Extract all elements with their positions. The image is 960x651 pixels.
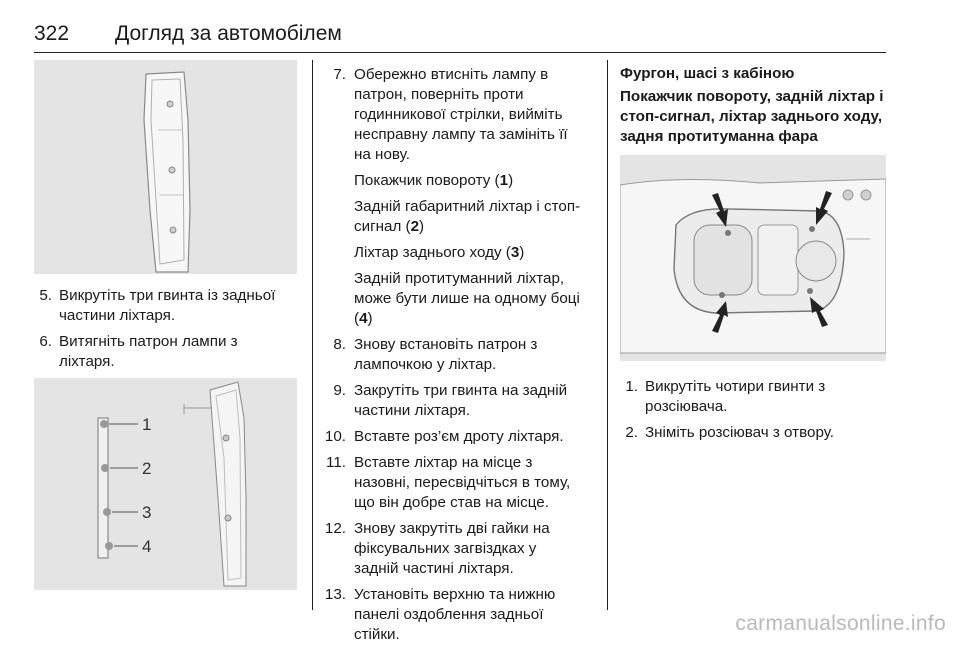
column-left: [34, 60, 297, 590]
bulb-fog: Задній протитуманний ліхтар, може бути лише на одному боці (4): [354, 270, 580, 327]
step-8: 8. Знову встановіть патрон з лампочкою у ліхтар.: [333, 336, 538, 373]
callout-3: 3: [142, 503, 152, 522]
van-lamp-illustration: [620, 155, 886, 361]
column-divider-2: [607, 60, 608, 610]
steps-list-left: [34, 286, 297, 372]
step-11: 11. Вставте ліхтар на місце з назовні, пересвідчіться в тому, що він добре став на місце.: [326, 454, 571, 511]
page-title: Догляд за автомобілем: [115, 22, 342, 45]
section-subheading: Покажчик повороту, задній ліхтар і стоп-сигнал, ліхтар заднього ходу, задня протитуманна фара: [620, 88, 884, 145]
step-10: 10. Вставте роз’єм дроту ліхтаря.: [324, 428, 564, 445]
steps-list-right: [620, 377, 886, 443]
column-right: [620, 60, 886, 449]
step-1-remove-screws: 1. Викрутіть чотири гвинти з розсіювача.: [625, 378, 826, 415]
lamp-holder-illustration: [34, 378, 297, 590]
section-heading: Фургон, шасі з кабіною: [620, 65, 795, 82]
step-6: 6. Витягніть патрон лампи з ліхтаря.: [39, 333, 238, 370]
page-header: [34, 20, 886, 53]
step-12: 12. Знову закрутіть дві гайки на фіксувальних загвіздках у задній частині ліхтаря.: [324, 520, 550, 577]
step-5: 5. Викрутіть три гвинта із задньої частини ліхтаря.: [39, 287, 276, 324]
step-2-remove-lens: 2. Зніміть розсіювач з отвору.: [625, 424, 835, 441]
column-middle: [322, 60, 584, 651]
bulb-turn-signal: Покажчик повороту (1): [354, 172, 514, 189]
callout-2: 2: [142, 459, 152, 478]
bulb-reverse: Ліхтар заднього ходу (3): [354, 244, 525, 261]
step-13: 13. Установіть верхню та нижню панелі оздоблення задньої стійки.: [324, 586, 556, 643]
bulb-tail-brake: Задній габаритний ліхтар і стоп-сигнал (2): [354, 198, 581, 235]
step-9: 9. Закрутіть три гвинта на задній частини ліхтаря.: [333, 382, 568, 419]
step-7: 7. Обережно втисніть лампу в патрон, поверніть проти годинникової стрілки, вийміть несправну лампу та замініть її на нову. Покажчик повороту (1) Задній габаритний ліхтар і стоп-сигнал (2) Ліхтар заднього ходу (3) Задній протитуманний ліхтар, може бути лише на одному боці (4): [322, 65, 584, 329]
tail-lamp-illustration: [34, 60, 297, 274]
page-number: 322: [34, 22, 70, 45]
van-lamp-figure: [620, 155, 886, 361]
tail-lamp-figure: [34, 60, 297, 274]
lamp-holder-figure: [34, 378, 297, 590]
callout-4: 4: [142, 537, 152, 556]
steps-list-middle: [322, 65, 584, 645]
callout-1: 1: [142, 415, 152, 434]
column-divider-1: [312, 60, 313, 610]
watermark: carmanualsonline.info: [735, 612, 946, 635]
